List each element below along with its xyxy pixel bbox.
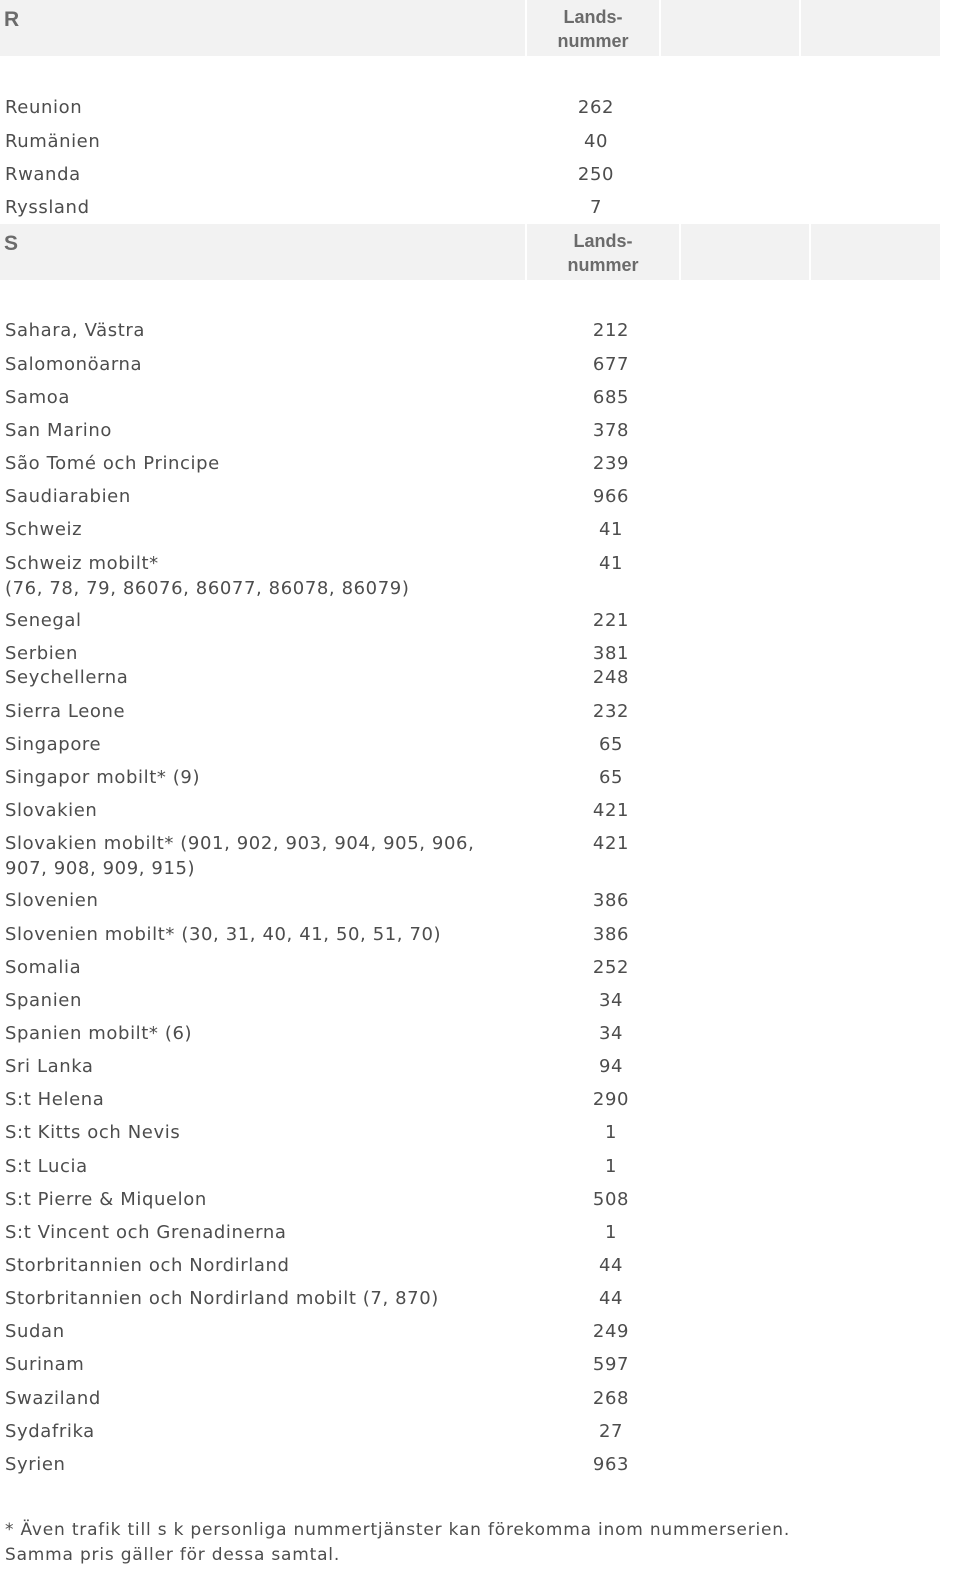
country-code: 40: [583, 131, 609, 152]
country-code: 966: [592, 486, 630, 507]
country-code: 1: [604, 1122, 618, 1143]
table-row: [0, 1120, 940, 1153]
country-code: 44: [598, 1255, 624, 1276]
table-row: [0, 1187, 940, 1220]
table-row: [0, 1286, 940, 1319]
country-name: Slovakien: [5, 800, 98, 821]
header-empty-cell: [661, 0, 799, 56]
country-name: Swaziland: [5, 1388, 101, 1409]
section-letter: R: [0, 0, 525, 56]
country-code: 249: [592, 1321, 630, 1342]
table-row: [0, 1386, 940, 1419]
country-code: 94: [598, 1056, 624, 1077]
country-name: Somalia: [5, 957, 82, 978]
table-row: [0, 1220, 940, 1253]
table-row: [0, 1054, 940, 1087]
country-code: 7: [589, 197, 603, 218]
country-code: 221: [592, 610, 630, 631]
country-code: 290: [592, 1089, 630, 1110]
country-name: São Tomé och Principe: [5, 453, 220, 474]
table-row: [0, 765, 940, 798]
header-empty-cell: [801, 0, 940, 56]
country-code: 212: [592, 320, 630, 341]
table-row: [0, 1154, 940, 1187]
table-row: [0, 451, 940, 484]
country-code: 963: [592, 1454, 630, 1475]
country-name: Sierra Leone: [5, 701, 126, 722]
table-row: [0, 665, 940, 698]
country-code: 268: [592, 1388, 630, 1409]
table-row: [0, 798, 940, 831]
table-row: [0, 922, 940, 955]
table-row: [0, 1087, 940, 1120]
country-code: 378: [592, 420, 630, 441]
country-name: Seychellerna: [5, 667, 129, 688]
header-empty-cell: [681, 224, 809, 280]
country-code: 41: [598, 519, 624, 540]
table-row: [0, 418, 940, 451]
country-name: Ryssland: [5, 197, 90, 218]
country-code: 386: [592, 924, 630, 945]
country-name: Singapor mobilt* (9): [5, 767, 201, 788]
country-name: Spanien mobilt* (6): [5, 1023, 193, 1044]
country-name: Syrien: [5, 1454, 66, 1475]
country-code: 65: [598, 767, 624, 788]
country-name: Schweiz: [5, 519, 83, 540]
country-code: 65: [598, 734, 624, 755]
table-row: [0, 699, 940, 732]
table-row: [0, 988, 940, 1021]
country-name: Spanien: [5, 990, 82, 1011]
table-row: [0, 1352, 940, 1385]
table-row: [0, 831, 940, 879]
section-letter: S: [0, 224, 525, 280]
country-name: Slovenien: [5, 890, 99, 911]
country-name: Saudiarabien: [5, 486, 131, 507]
country-code: 250: [577, 164, 615, 185]
country-name: S:t Lucia: [5, 1156, 88, 1177]
country-code: 262: [577, 97, 615, 118]
country-name: Sahara, Västra: [5, 320, 145, 341]
table-row: [0, 888, 940, 921]
country-code: 685: [592, 387, 630, 408]
column-header-landsnummer: Lands- nummer: [527, 0, 659, 56]
country-name: Serbien: [5, 643, 79, 664]
country-name: Reunion: [5, 97, 83, 118]
country-code: 381: [592, 643, 630, 664]
table-row: [0, 1452, 940, 1485]
country-name: Slovenien mobilt* (30, 31, 40, 41, 50, 51, 70): [5, 924, 442, 945]
table-row: [0, 385, 940, 418]
country-code: 421: [592, 833, 630, 854]
country-code: 252: [592, 957, 630, 978]
country-name: Singapore: [5, 734, 102, 755]
table-row: [0, 551, 940, 599]
table-row: [0, 352, 940, 385]
footnote: * Även trafik till s k personliga nummertjänster kan förekomma inom nummerserien. Samma pris gäller för dessa samtal.: [5, 1520, 791, 1565]
table-row: [0, 608, 940, 641]
table-row: [0, 732, 940, 765]
country-name: Senegal: [5, 610, 82, 631]
table-row: [0, 129, 940, 162]
table-row: [0, 955, 940, 988]
country-name: Rwanda: [5, 164, 81, 185]
country-name: Sudan: [5, 1321, 65, 1342]
country-name: San Marino: [5, 420, 112, 441]
country-name: Sydafrika: [5, 1421, 95, 1442]
country-code: 508: [592, 1189, 630, 1210]
country-name: Sri Lanka: [5, 1056, 94, 1077]
country-code: 34: [598, 990, 624, 1011]
country-name: Storbritannien och Nordirland: [5, 1255, 290, 1276]
country-name: Slovakien mobilt* (901, 902, 903, 904, 905, 906, 907, 908, 909, 915): [5, 833, 475, 879]
country-name: Samoa: [5, 387, 71, 408]
country-name: S:t Vincent och Grenadinerna: [5, 1222, 287, 1243]
country-code: 597: [592, 1354, 630, 1375]
country-code: 386: [592, 890, 630, 911]
table-row: [0, 1253, 940, 1286]
table-row: [0, 1021, 940, 1054]
country-code: 34: [598, 1023, 624, 1044]
table-row: [0, 1319, 940, 1352]
country-code: 1: [604, 1156, 618, 1177]
table-row: [0, 318, 940, 351]
country-name: Rumänien: [5, 131, 101, 152]
country-code: 677: [592, 354, 630, 375]
country-name: Schweiz mobilt* (76, 78, 79, 86076, 86077, 86078, 86079): [5, 553, 410, 599]
country-code: 1: [604, 1222, 618, 1243]
country-code: 41: [598, 553, 624, 574]
column-header-landsnummer: Lands- nummer: [527, 224, 679, 280]
section-header-s: [0, 224, 942, 280]
header-empty-cell: [811, 224, 940, 280]
table-row: [0, 162, 940, 195]
country-code: 232: [592, 701, 630, 722]
country-code: 239: [592, 453, 630, 474]
country-code: 421: [592, 800, 630, 821]
country-name: Surinam: [5, 1354, 85, 1375]
country-name: S:t Helena: [5, 1089, 105, 1110]
table-row: [0, 1419, 940, 1452]
section-header-r: [0, 0, 942, 56]
country-name: Storbritannien och Nordirland mobilt (7, 870): [5, 1288, 439, 1309]
country-name: S:t Pierre & Miquelon: [5, 1189, 207, 1210]
table-row: [0, 484, 940, 517]
table-row: [0, 95, 940, 128]
country-code: 248: [592, 667, 630, 688]
country-code: 27: [598, 1421, 624, 1442]
table-row: [0, 517, 940, 550]
country-name: S:t Kitts och Nevis: [5, 1122, 181, 1143]
country-code: 44: [598, 1288, 624, 1309]
country-name: Salomonöarna: [5, 354, 143, 375]
